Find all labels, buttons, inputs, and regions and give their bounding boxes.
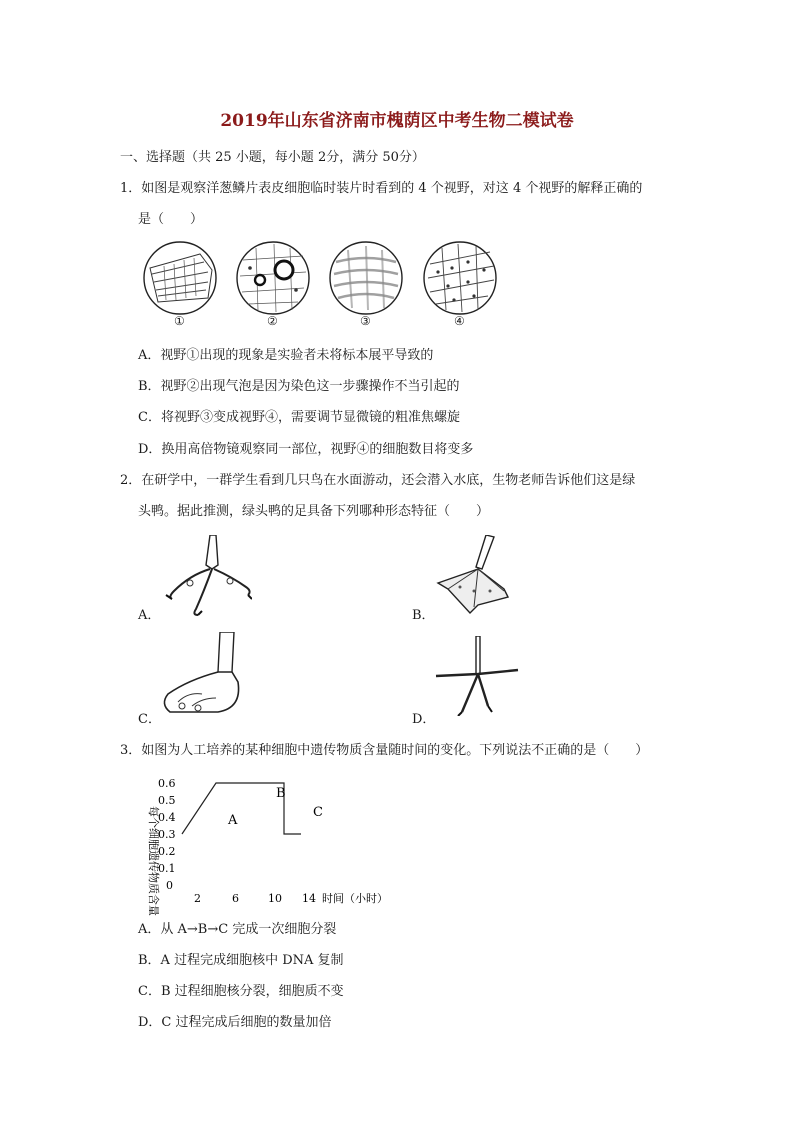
y-tick-0.2: 0.2: [158, 845, 176, 858]
x-tick-6: 6: [232, 892, 239, 905]
view-2-label: ②: [267, 314, 278, 328]
q3-option-d: D．C 过程完成后细胞的数量加倍: [138, 1015, 332, 1030]
y-tick-0: 0: [166, 879, 173, 892]
segment-label-c: C: [313, 805, 323, 820]
view-1-label: ①: [174, 314, 185, 328]
x-tick-2: 2: [194, 892, 201, 905]
q2-option-b: B．: [412, 608, 435, 623]
x-axis-label: 时间（小时）: [322, 892, 388, 905]
view-2-image: [237, 242, 309, 314]
q2-option-d: D．: [412, 712, 436, 727]
x-tick-14: 14: [302, 892, 316, 905]
q2-stem-line1: 2．在研学中，一群学生看到几只鸟在水面游动，还会潜入水底，生物老师告诉他们这是绿: [120, 473, 636, 488]
segment-label-a: A: [228, 813, 238, 828]
y-ticks: [158, 777, 176, 892]
y-axis-label: 每个细胞遗传物质含量: [147, 806, 160, 916]
q2-stem-line2: 头鸭。据此推测，绿头鸭的足具备下列哪种形态特征（ ）: [138, 504, 490, 519]
x-ticks: [194, 892, 316, 905]
x-tick-10: 10: [268, 892, 282, 905]
q1-option-b: B．视野②出现气泡是因为染色这一步骤操作不当引起的: [138, 379, 460, 394]
view-4-label: ④: [454, 314, 465, 328]
q1-option-a: A．视野①出现的现象是实验者未将标本展平导致的: [138, 348, 434, 363]
q3-option-c: C．B 过程细胞核分裂，细胞质不变: [138, 984, 344, 999]
view-4-image: [424, 242, 496, 314]
raptor-foot-image: [160, 535, 252, 617]
q1-option-d: D．换用高倍物镜观察同一部位，视野④的细胞数目将变多: [138, 442, 474, 457]
q1-option-c: C．将视野③变成视野④，需要调节显微镜的粗准焦螺旋: [138, 410, 460, 425]
hoofed-foot-image: [158, 632, 248, 720]
q2-option-a: A．: [138, 608, 161, 623]
section-heading: 一、选择题（共 25 小题，每小题 2分，满分 50分）: [120, 150, 425, 165]
q3-option-b: B．A 过程完成细胞核中 DNA 复制: [138, 953, 344, 968]
view-3-image: [330, 242, 402, 314]
q1-stem-line1: 1．如图是观察洋葱鳞片表皮细胞临时装片时看到的 4 个视野，对这 4 个视野的解释正确的: [120, 181, 643, 196]
dna-content-chart: [138, 766, 398, 916]
segment-label-b: B: [276, 786, 286, 801]
q1-stem-line2: 是（ ）: [138, 212, 204, 227]
view-1-image: [144, 242, 216, 314]
y-tick-0.4: 0.4: [158, 811, 176, 824]
y-tick-0.3: 0.3: [158, 828, 176, 841]
view-3-label: ③: [360, 314, 371, 328]
page-title: 2019年山东省济南市槐荫区中考生物二模试卷: [220, 111, 574, 131]
q3-stem-line1: 3．如图为人工培养的某种细胞中遗传物质含量随时间的变化。下列说法不正确的是（ ）: [120, 743, 649, 758]
q2-option-c: C．: [138, 712, 161, 727]
wading-foot-image: [432, 636, 524, 716]
y-tick-0.5: 0.5: [158, 794, 176, 807]
y-tick-0.1: 0.1: [158, 862, 176, 875]
q3-option-a: A．从 A→B→C 完成一次细胞分裂: [138, 922, 337, 937]
y-tick-0.6: 0.6: [158, 777, 176, 790]
webbed-foot-image: [430, 535, 516, 615]
